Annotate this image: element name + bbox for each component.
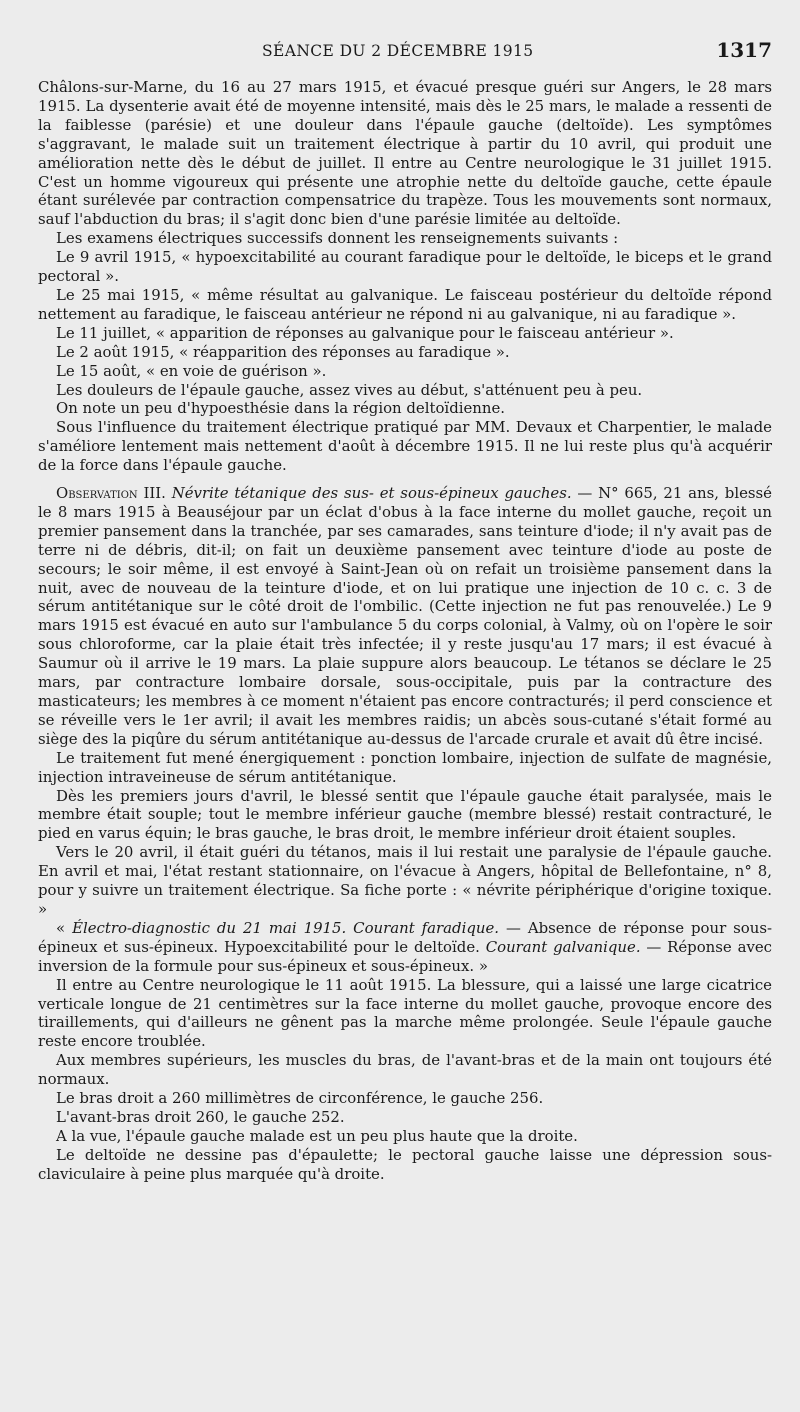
paragraph: Dès les premiers jours d'avril, le blessé sentit que l'épaule gauche était paralysée, mais le membre était souple; tout le membre inférieur gauche (membre blessé) restait contracturé, le pied en varus équin; le bras gauche, le bras droit, le membre inférieur droit étaient souples. [38, 786, 772, 843]
paragraph: Il entre au Centre neurologique le 11 août 1915. La blessure, qui a laissé une large cicatrice verticale longue de 21 centimètres sur la face interne du mollet gauche, provoque encore des tiraillements, qui d'ailleurs ne gênent pas la marche même prolongée. Seule l'épaule gauche reste encore troublée. [38, 975, 772, 1051]
paragraph: A la vue, l'épaule gauche malade est un peu plus haute que la droite. [56, 1126, 578, 1145]
electro-part1: — Absence de réponse pour sous-épineux et sus-épineux. Hypoexcitabilité pour le deltoïde. [38, 918, 773, 956]
paragraph: Le 15 août, « en voie de guérison ». [56, 361, 327, 380]
paragraph: Sous l'influence du traitement électrique pratiqué par MM. Devaux et Charpentier, le malade s'améliore lentement mais nettement d'août à décembre 1915. Il ne lui reste plus qu'à acquérir de la force dans l'épaule gauche. [38, 418, 772, 475]
paragraph: L'avant-bras droit 260, le gauche 252. [56, 1107, 345, 1126]
paragraph: Le deltoïde ne dessine pas d'épaulette; le pectoral gauche laisse une dépression sous-claviculaire à peine plus marquée qu'à droite. [38, 1145, 772, 1183]
body-text [38, 78, 772, 1184]
paragraph: Aux membres supérieurs, les muscles du bras, de l'avant-bras et de la main ont toujours été normaux. [38, 1051, 772, 1089]
page-number: 1317 [716, 38, 772, 62]
paragraph: Châlons-sur-Marne, du 16 au 27 mars 1915, et évacué presque guéri sur Angers, le 28 mars 1915. La dysenterie avait été de moyenne intensité, mais dès le 25 mars, le malade a ressenti de la faiblesse (parésie) et une douleur dans l'épaule gauche (deltoïde). Les symptômes s'aggravant, le malade suit un traitement électrique à partir du 10 avril, qui produit une amélioration nette dès le début de juillet. Il entre au Centre neurologique le 31 juillet 1915. C'est un homme vigoureux qui présente une atrophie nette du deltoïde gauche, cette épaule étant surélevée par contraction compensatrice du trapèze. Tous les mouvements sont normaux, sauf l'abduction du bras; il s'agit donc bien d'une parésie limitée au deltoïde. [38, 78, 772, 229]
electro-open-quote: « [56, 918, 73, 937]
paragraph: Le 11 juillet, « apparition de réponses au galvanique pour le faisceau antérieur ». [56, 323, 674, 342]
electro-paragraph [38, 919, 772, 976]
running-head: SÉANCE DU 2 DÉCEMBRE 1915 [262, 42, 534, 60]
observation-title: Névrite tétanique des sus- et sous-épineux gauches. [171, 484, 572, 503]
paragraph: Le 2 août 1915, « réapparition des réponses au faradique ». [56, 342, 510, 361]
paragraph: On note un peu d'hypoesthésie dans la région deltoïdienne. [56, 399, 506, 418]
observation-paragraph [38, 484, 772, 749]
paragraph: Le traitement fut mené énergiquement : ponction lombaire, injection de sulfate de magnésie, injection intraveineuse de sérum antitétanique. [38, 748, 772, 786]
paragraph: Vers le 20 avril, il était guéri du tétanos, mais il lui restait une paralysie de l'épaule gauche. En avril et mai, l'état restant stationnaire, on l'évacue à Angers, hôpital de Bellefontaine, n° 8, pour y suivre un traitement électrique. Sa fiche porte : « névrite périphérique d'origine toxique. » [38, 843, 772, 918]
paragraph: Les douleurs de l'épaule gauche, assez vives au début, s'atténuent peu à peu. [56, 380, 643, 399]
electro-title: Électro-diagnostic du 21 mai 1915. Courant faradique. [72, 918, 500, 937]
paragraph: Le 25 mai 1915, « même résultat au galvanique. Le faisceau postérieur du deltoïde répond nettement au faradique, le faisceau antérieur ne répond ni au galvanique, ni au faradique ». [38, 285, 772, 323]
paragraph: Le 9 avril 1915, « hypoexcitabilité au courant faradique pour le deltoïde, le biceps et le grand pectoral ». [38, 248, 772, 286]
paragraph: Les examens électriques successifs donnent les renseignements suivants : [56, 229, 619, 248]
electro-part2: — Réponse avec inversion de la formule pour sus-épineux et sous-épineux. » [38, 937, 773, 975]
observation-label: Observation III. [56, 484, 166, 503]
paragraph: Le bras droit a 260 millimètres de circonférence, le gauche 256. [56, 1089, 544, 1108]
page-header [38, 36, 772, 72]
observation-text: — N° 665, 21 ans, blessé le 8 mars 1915 à Beauséjour par un éclat d'obus à la face interne du mollet gauche, reçoit un premier pansement dans la tranchée, par ses camarades, sans teinture d'iode; il n'y avait pas de terre ni de débris, dit-il; on fait un deuxième pansement avec teinture d'iode au poste de secours; le soir même, il est envoyé à Saint-Jean où on refait un troisième pansement dans la nuit, avec de nouveau de la teinture d'iode, et on lui pratique une injection de 10 c. c. 3 de sérum antitétanique sur le côté droit de l'ombilic. (Cette injection ne fut pas renouvelée.) Le 9 mars 1915 est évacué en auto sur l'ambulance 5 du corps colonial, à Valmy, où on l'opère le soir sous chloroforme, car la plaie était très infectée; il y reste jusqu'au 17 mars; il est évacué à Saumur où il arrive le 19 mars. La plaie suppure alors beaucoup. Le tétanos se déclare le 25 mars, par contracture lombaire dorsale, sous-occipitale, puis par la contracture des masticateurs; les membres à ce moment n'étaient pas encore contracturés; il perd conscience et se réveille vers le 1er avril; il avait les membres raidis; un abcès sous-cutané s'était formé au siège des la piqûre du sérum antitétanique au-dessus de l'arcade crurale et avait dû être incisé. [38, 484, 772, 748]
electro-galvanic: Courant galvanique. [485, 937, 641, 956]
